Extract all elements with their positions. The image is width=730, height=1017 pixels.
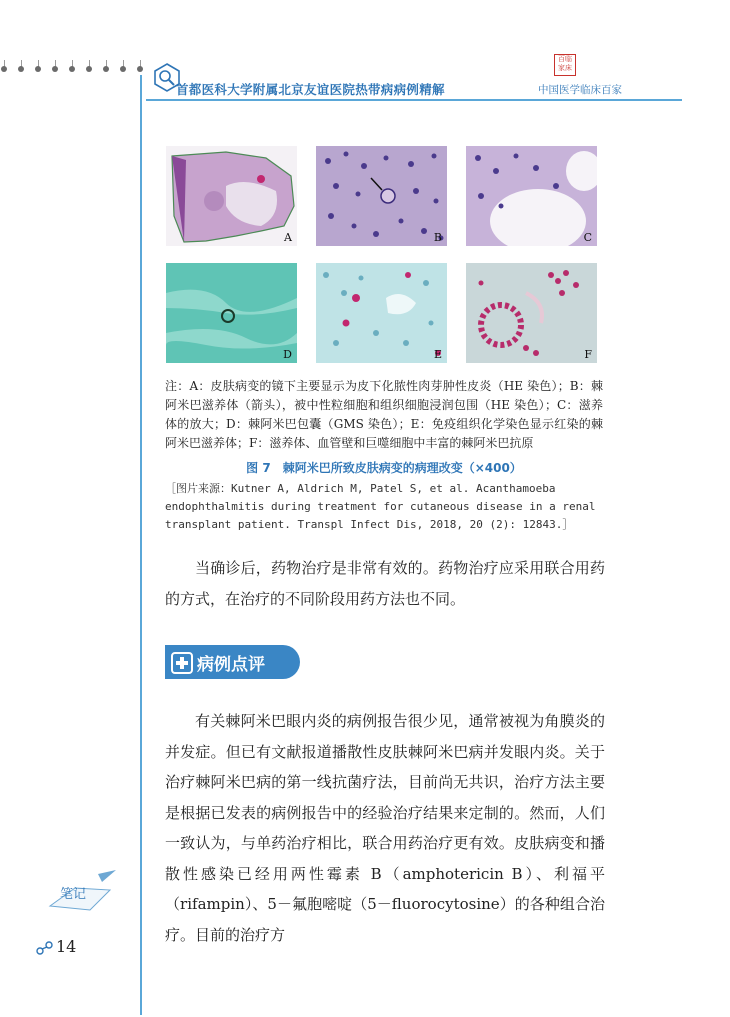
panel-label: D	[283, 348, 292, 361]
page-number: 14	[56, 937, 77, 956]
figure-note: 注：A：皮肤病变的镜下主要显示为皮下化脓性肉芽肿性皮炎（HE 染色）；B：棘阿米巴滋养体（箭头），被中性粒细胞和组织细胞浸润包围（HE 染色）；C：滋养体的放大；D：棘阿米巴包囊（GMS 染色）；E：免疫组织化学染色显示红染的棘阿米巴滋养体；F：滋养体、血管壁和巨噬细胞中丰富的棘阿米巴抗原	[165, 379, 603, 450]
panel-label: A	[284, 231, 292, 244]
figure-panel-a	[166, 146, 297, 246]
panel-label: B	[433, 231, 442, 244]
figure-panel-f	[466, 263, 597, 363]
medical-cross-icon	[171, 652, 193, 674]
body-paragraph-2: 有关棘阿米巴眼内炎的病例报告很少见，通常被视为角膜炎的并发症。但已有文献报道播散性皮肤棘阿米巴病并发眼内炎。关于治疗棘阿米巴病的第一线抗菌疗法，目前尚无共识，治疗方法主要是根据已发表的病例报告中的经验治疗结果来定制的。然而，人们一致认为，与单药治疗相比，联合用药治疗更有效。皮肤病变和播散性感染已经用两性霉素 B（amphotericin B）、利福平（rifampin）、5－氟胞嘧啶（5－fluorocytosine）的各种组合治疗。目前的治疗方	[165, 712, 605, 944]
section-heading	[165, 645, 300, 679]
panel-label: F	[584, 348, 592, 361]
running-header-title: 首都医科大学附属北京友谊医院热带病病例精解	[176, 82, 445, 97]
header-rule	[146, 99, 682, 101]
notes-pen-icon	[40, 868, 120, 914]
figure-panel-c	[466, 146, 597, 246]
body-paragraph-1: 当确诊后，药物治疗是非常有效的。药物治疗应采用联合用药的方式，在治疗的不同阶段用药方法也不同。	[165, 559, 605, 608]
publisher-seal-logo: 百临 家床	[554, 54, 576, 76]
margin-rule	[140, 75, 142, 1015]
series-name: 中国医学临床百家	[538, 84, 622, 96]
figure-panel-e	[316, 263, 447, 363]
page-ornament-icon	[36, 941, 54, 955]
panel-label: C	[583, 231, 592, 244]
figure-caption: 图 7 棘阿米巴所致皮肤病变的病理改变（×400）	[246, 461, 522, 475]
figure-panel-d	[166, 263, 297, 363]
figure-panel-b	[316, 146, 447, 246]
note-label: 笔记	[60, 887, 87, 902]
figure-source: ［图片来源：Kutner A, Aldrich M, Patel S, et al. Acanthamoeba endophthalmitis during treatment for cutaneous disease in a renal transplant patient. Transpl Infect Dis, 2018, 20 (2): 12843.］	[165, 482, 596, 531]
panel-label: E	[433, 348, 442, 361]
margin-dots-decoration	[0, 58, 150, 82]
section-title: 病例点评	[197, 655, 265, 675]
